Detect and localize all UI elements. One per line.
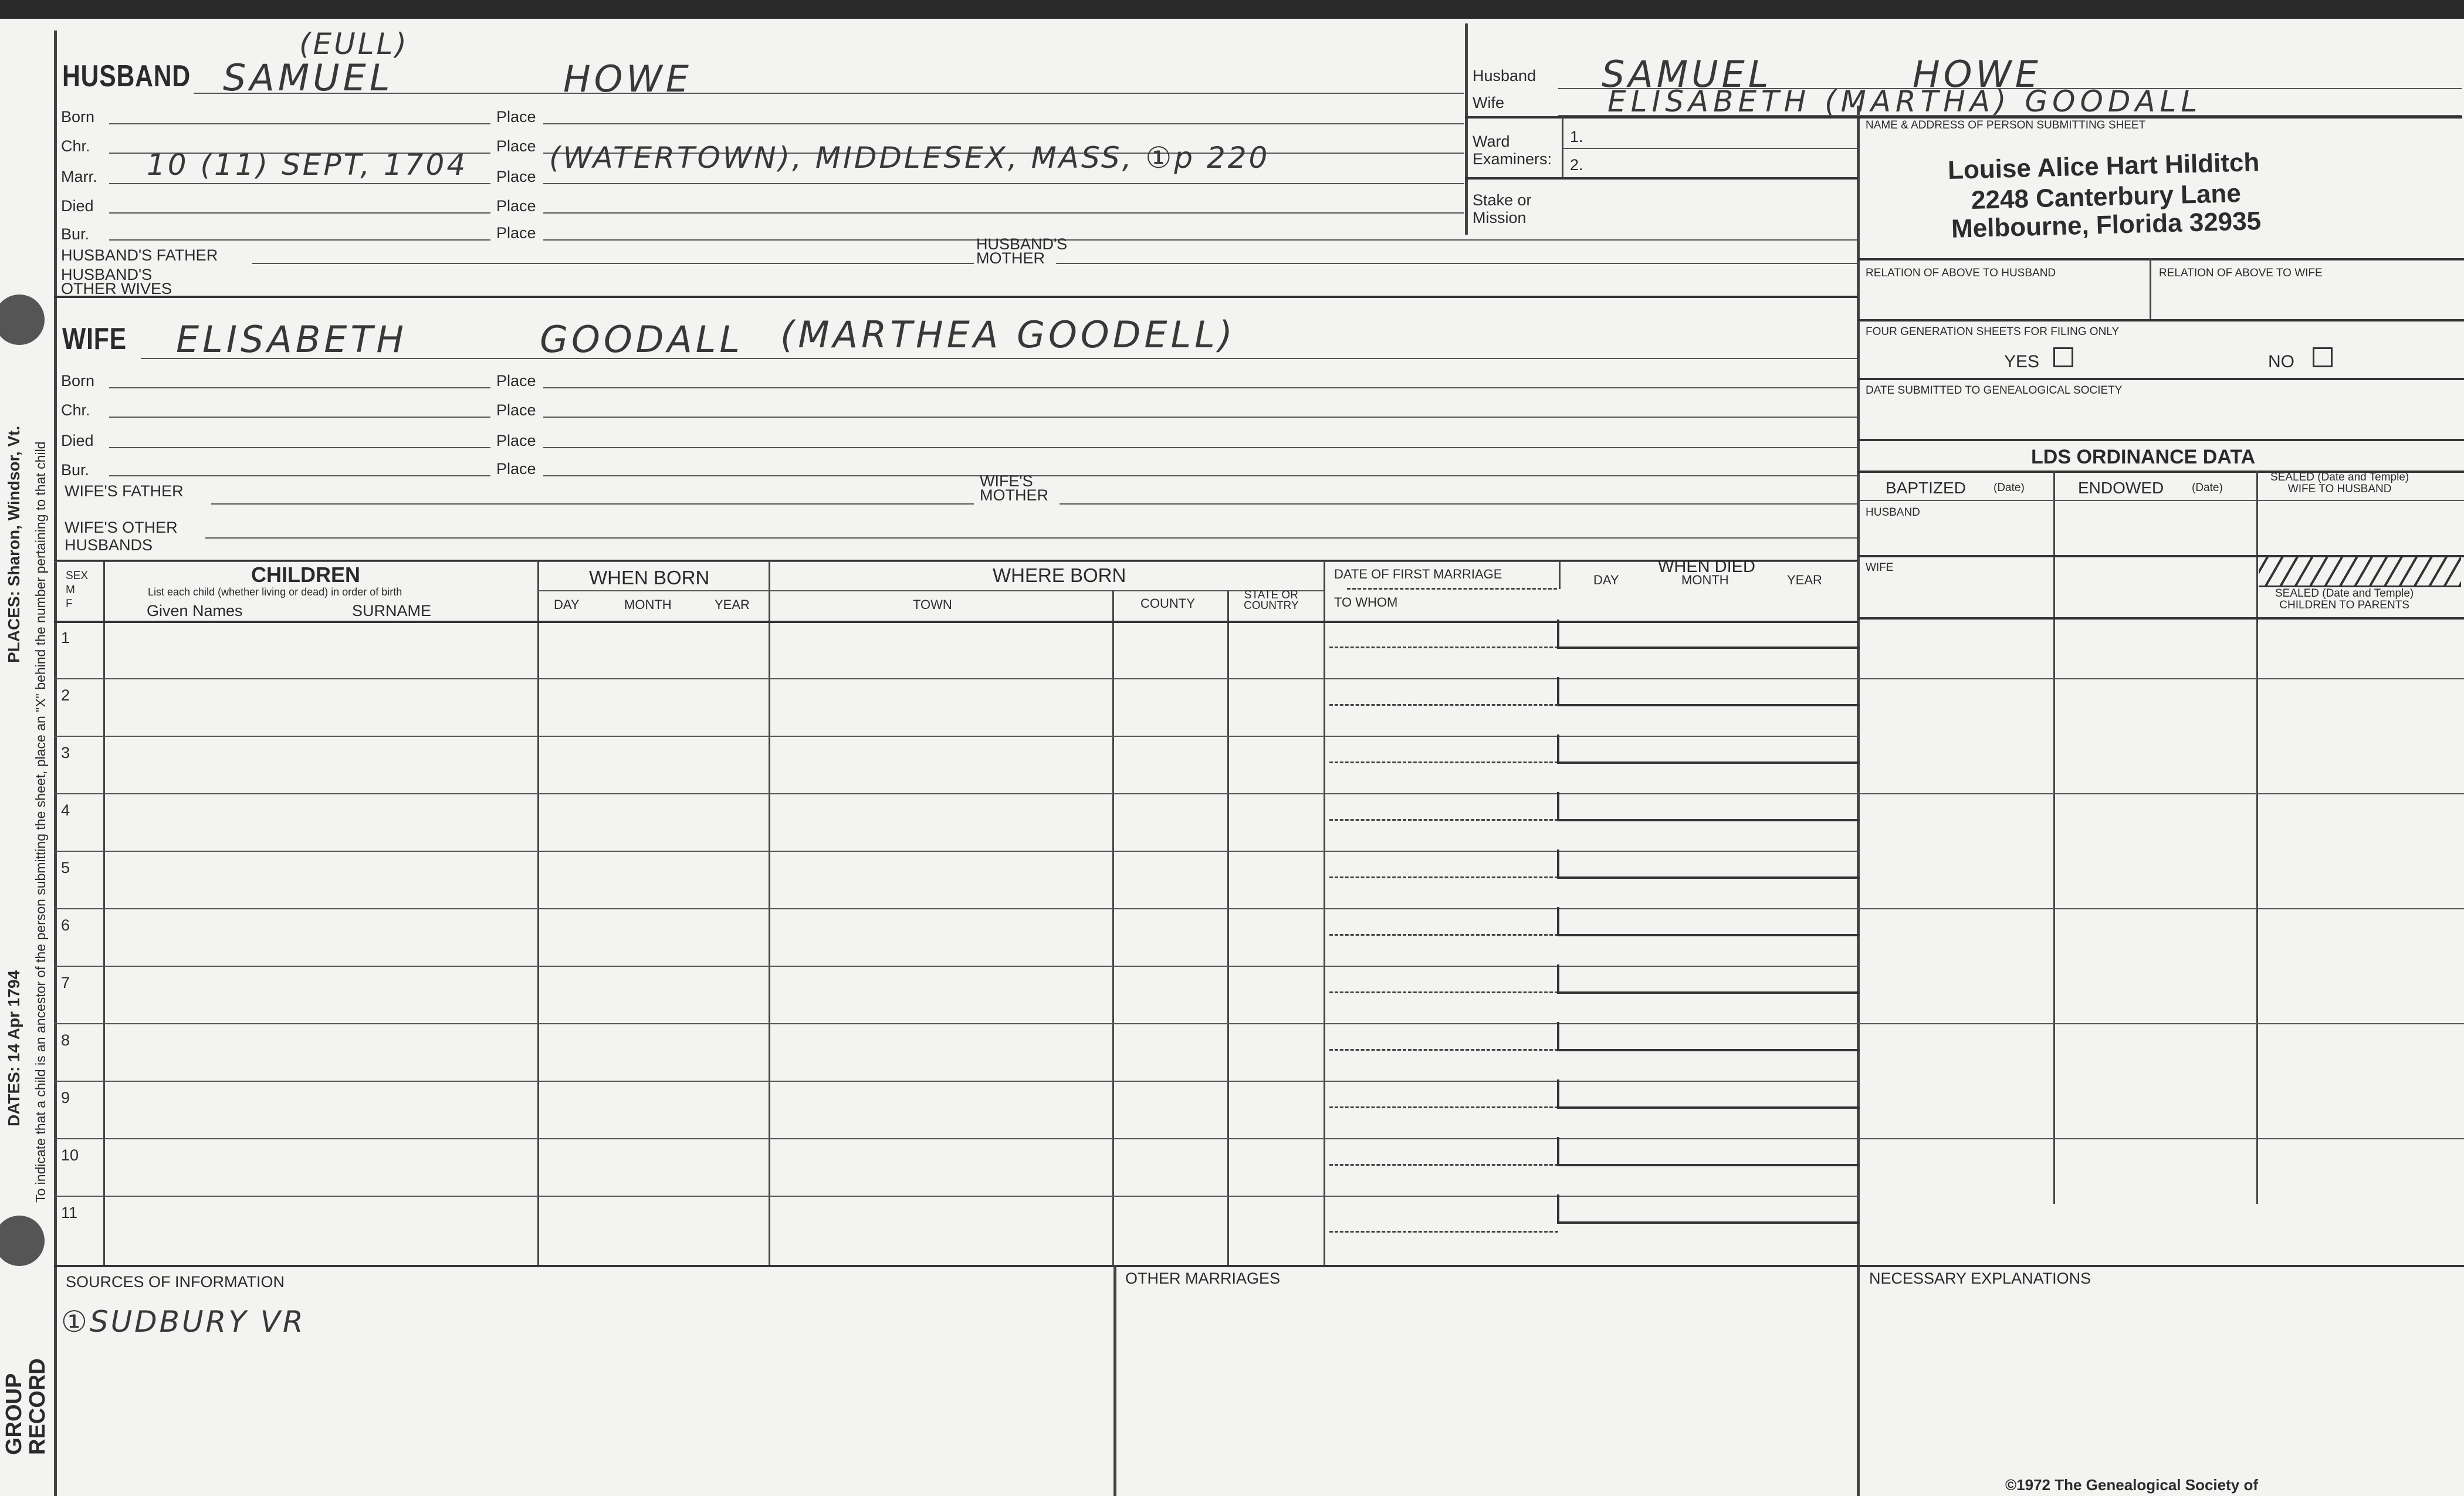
wife-bur-place-line: [543, 475, 1857, 476]
row-marriage-dash: [1329, 704, 1558, 706]
lds-header-bottom: [1858, 500, 2464, 501]
lds-header-end: [1858, 617, 2464, 620]
other-marriages-label: OTHER MARRIAGES: [1125, 1270, 1281, 1287]
header-first-marriage: DATE OF FIRST MARRIAGE: [1334, 567, 1502, 581]
husband-born-line: [109, 123, 490, 124]
submitter-bottom: [1858, 258, 2464, 260]
row-died-box: [1557, 792, 1860, 821]
ward-bottom: [1465, 177, 1858, 180]
lds-endowed-date-label: (Date): [2192, 482, 2223, 494]
husband-chr-label: Chr.: [61, 137, 90, 155]
lds-rows-grid: [1858, 1138, 2464, 1139]
header-wife-label: Wife: [1473, 94, 1504, 111]
row-marriage-dash: [1329, 647, 1558, 648]
header-husband-surname: HOWE: [1913, 53, 2042, 96]
header-sex: SEX M F: [66, 570, 89, 610]
copyright-notice: ©1972 The Genealogical Society of: [2005, 1476, 2258, 1494]
header-born-year: YEAR: [715, 597, 750, 612]
row-died-box: [1557, 620, 1860, 649]
four-gen-bottom: [1858, 378, 2464, 380]
row-died-box: [1557, 907, 1860, 936]
header-surname: SURNAME: [352, 602, 432, 620]
row-marriage-dash: [1329, 1231, 1558, 1233]
wife-chr-place-label: Place: [496, 401, 536, 419]
row-number: 7: [61, 974, 70, 991]
husband-born-label: Born: [61, 108, 95, 126]
header-wife-value: ELISABETH (MARTHA) GOODALL: [1607, 84, 2202, 119]
date-submitted-label: DATE SUBMITTED TO GENEALOGICAL SOCIETY: [1866, 384, 2123, 397]
table-bottom: [54, 1265, 2464, 1267]
header-box-divider: [1465, 116, 2462, 119]
row-marriage-dash: [1329, 761, 1558, 763]
wife-chr-label: Chr.: [61, 401, 90, 419]
col-marriage: [1559, 561, 1561, 589]
row-died-box: [1557, 964, 1860, 994]
examiner-2: 2.: [1570, 156, 1583, 174]
wife-surname: GOODALL: [540, 318, 743, 361]
col-where-born: [1324, 561, 1325, 1265]
stake-label: Stake or Mission: [1473, 191, 1532, 226]
row-number: 4: [61, 801, 70, 819]
lds-endowed-label: ENDOWED: [2078, 479, 2164, 497]
sources-label: SOURCES OF INFORMATION: [66, 1273, 285, 1291]
wife-alt-name: (MARTHEA GOODELL): [780, 313, 1236, 356]
header-where-born: WHERE BORN: [993, 564, 1126, 586]
wife-mother-line: [1060, 503, 1857, 505]
husband-born-place-line: [543, 123, 1464, 124]
header-husband-given: SAMUEL: [1602, 53, 1772, 96]
wife-bur-place-label: Place: [496, 460, 536, 478]
row-number: 11: [61, 1204, 78, 1221]
husband-surname: HOWE: [563, 57, 692, 100]
examiner-1: 1.: [1570, 128, 1583, 145]
submitter-name: Louise Alice Hart Hilditch: [1947, 148, 2260, 185]
header-when-born: WHEN BORN: [589, 567, 710, 588]
row-died-box: [1557, 677, 1860, 706]
husband-marr-place-label: Place: [496, 168, 536, 185]
col-county: [1227, 591, 1229, 1265]
wife-mother-label: WIFE'S MOTHER: [980, 472, 1048, 504]
lds-col-1: [2053, 471, 2055, 1204]
frame-divider-top: [1465, 23, 1468, 235]
husband-died-label: Died: [61, 197, 94, 215]
husband-bur-label: Bur.: [61, 225, 90, 243]
husband-marr-line: [109, 183, 490, 184]
yes-label: YES: [2004, 352, 2040, 371]
husband-marr-date: 10 (11) SEPT, 1704: [147, 148, 468, 182]
punch-hole-top: [0, 295, 45, 345]
husband-heading: HUSBAND: [62, 59, 191, 93]
husband-bur-place-label: Place: [496, 224, 536, 242]
husband-bur-line: [109, 239, 490, 241]
lds-husband-row-label: HUSBAND: [1866, 506, 1920, 519]
wife-bur-label: Bur.: [61, 461, 90, 479]
lds-rows-grid: [1858, 908, 2464, 909]
wife-father-line: [211, 503, 974, 505]
punch-hole-bottom: [0, 1216, 45, 1266]
row-died-box: [1557, 1194, 1860, 1224]
ward-divider: [1562, 116, 1563, 177]
row-died-box: [1557, 849, 1860, 879]
lds-title: LDS ORDINANCE DATA: [2031, 446, 2256, 468]
row-number: 6: [61, 916, 70, 934]
form-title-group-record: GROUP RECORD: [2, 1358, 50, 1455]
husband-marr-place-line: [543, 183, 1464, 184]
wife-born-place-line: [543, 387, 1857, 388]
header-died-day: DAY: [1593, 573, 1619, 587]
row-number: 9: [61, 1089, 70, 1106]
row-number: 5: [61, 859, 70, 876]
husband-mother-label: HUSBAND'S MOTHER: [976, 235, 1068, 267]
row-marriage-dash: [1329, 819, 1558, 821]
husband-died-place-line: [543, 212, 1464, 214]
col-sex: [103, 561, 105, 1265]
submitter-label: NAME & ADDRESS OF PERSON SUBMITTING SHEET: [1866, 119, 2146, 131]
header-when-died: WHEN DIED: [1658, 557, 1755, 576]
bottom-divider-1: [1113, 1265, 1116, 1496]
lds-sealed-wife-label: SEALED (Date and Temple) WIFE TO HUSBAND: [2270, 471, 2409, 495]
submitter-city: Melbourne, Florida 32935: [1951, 207, 2262, 243]
four-gen-label: FOUR GENERATION SHEETS FOR FILING ONLY: [1866, 326, 2120, 338]
wife-given-name: ELISABETH: [176, 318, 407, 361]
lds-baptized-date-label: (Date): [1993, 482, 2025, 494]
wife-chr-place-line: [543, 417, 1857, 418]
row-marriage-dash: [1329, 876, 1558, 878]
husband-marr-place: (WATERTOWN), MIDDLESEX, MASS, ①p 220: [549, 141, 1270, 175]
row-marriage-dash: [1329, 1164, 1558, 1166]
header-born-day: DAY: [554, 597, 580, 612]
row-number: 10: [61, 1146, 79, 1164]
wife-bur-line: [109, 475, 490, 476]
husband-section-bottom: [54, 296, 1858, 298]
wife-other-husbands-line: [205, 537, 1857, 539]
wife-born-place-label: Place: [496, 372, 536, 390]
row-marriage-dash: [1329, 934, 1558, 936]
header-county: COUNTY: [1140, 596, 1195, 611]
side-instruction: To indicate that a child is an ancestor of the person submitting the sheet, place an "X" behind the number pertaining to that child: [33, 441, 48, 1203]
col-when-born: [769, 561, 770, 1265]
husband-died-line: [109, 212, 490, 214]
ward-examiners-label: Ward Examiners:: [1473, 133, 1552, 168]
lds-rows-grid: [1858, 678, 2464, 679]
header-state: STATE OR COUNTRY: [1244, 589, 1299, 612]
row-died-box: [1557, 1079, 1860, 1109]
row-marriage-dash: [1329, 1049, 1558, 1051]
date-submitted-bottom: [1858, 439, 2464, 441]
lds-rows-grid: [1858, 1023, 2464, 1024]
col-town: [1112, 591, 1114, 1265]
submitter-street: 2248 Canterbury Lane: [1971, 178, 2242, 215]
header-children-sub: List each child (whether living or dead) in order of birth: [148, 586, 402, 598]
husband-born-place-label: Place: [496, 108, 536, 126]
lds-baptized-label: BAPTIZED: [1886, 479, 1966, 497]
lds-sealed-children-label: SEALED (Date and Temple) CHILDREN TO PARENTS: [2275, 587, 2414, 611]
wife-born-label: Born: [61, 372, 95, 390]
scan-top-edge: [0, 0, 2464, 19]
wife-heading: WIFE: [62, 322, 127, 356]
row-number: 3: [61, 744, 70, 761]
frame-left: [54, 31, 57, 1496]
husband-bur-place-line: [543, 239, 1857, 241]
husband-marr-label: Marr.: [61, 168, 97, 185]
header-marriage-dash: [1347, 588, 1557, 590]
row-marriage-dash: [1329, 991, 1558, 993]
wife-other-husbands-label: WIFE'S OTHER HUSBANDS: [65, 519, 178, 554]
lds-wife-row-label: WIFE: [1866, 561, 1894, 574]
relation-bottom: [1858, 319, 2464, 321]
husband-father-line: [252, 263, 974, 264]
husband-given-name: SAMUEL: [223, 56, 394, 99]
lds-sealed-hatch: [2259, 555, 2461, 587]
sources-value: ①SUDBURY VR: [61, 1305, 306, 1339]
row-number: 8: [61, 1031, 70, 1049]
header-given-names: Given Names: [147, 602, 243, 620]
row-marriage-dash: [1329, 1106, 1558, 1108]
husband-name-note: (EULL): [299, 27, 409, 61]
wife-father-label: WIFE'S FATHER: [65, 482, 184, 500]
when-born-sub-line: [537, 590, 1324, 591]
side-dates: DATES: 14 Apr 1794: [5, 970, 23, 1126]
husband-chr-place-label: Place: [496, 137, 536, 155]
side-places: PLACES: Sharon, Windsor, Vt.: [5, 425, 23, 663]
wife-died-place-line: [543, 447, 1857, 448]
lds-rows-grid: [1858, 793, 2464, 794]
relation-wife-label: RELATION OF ABOVE TO WIFE: [2159, 267, 2323, 279]
husband-mother-line: [1056, 263, 1857, 264]
row-number: 1: [61, 629, 70, 647]
no-label: NO: [2268, 352, 2294, 371]
header-town: TOWN: [913, 597, 952, 612]
wife-died-line: [109, 447, 490, 448]
row-number: 2: [61, 686, 70, 704]
necessary-explanations-label: NECESSARY EXPLANATIONS: [1869, 1270, 2091, 1287]
header-children: CHILDREN: [251, 563, 360, 587]
yes-checkbox[interactable]: [2053, 347, 2073, 367]
examiner-1-line: [1563, 148, 1857, 149]
header-husband-label: Husband: [1473, 67, 1536, 84]
wife-born-line: [109, 387, 490, 388]
row-died-box: [1557, 735, 1860, 764]
no-checkbox[interactable]: [2313, 347, 2333, 367]
lds-col-2: [2256, 471, 2258, 1204]
husband-other-wives-label: HUSBAND'S OTHER WIVES: [61, 266, 172, 297]
relation-husband-label: RELATION OF ABOVE TO HUSBAND: [1866, 267, 2056, 279]
header-died-year: YEAR: [1787, 573, 1822, 587]
row-died-box: [1557, 1137, 1860, 1166]
relation-divider: [2150, 258, 2151, 319]
wife-died-place-label: Place: [496, 432, 536, 449]
husband-father-label: HUSBAND'S FATHER: [61, 246, 218, 264]
header-to-whom: TO WHOM: [1334, 595, 1398, 610]
col-children: [537, 561, 539, 1265]
header-born-month: MONTH: [624, 597, 672, 612]
row-died-box: [1557, 1022, 1860, 1051]
header-died-month: MONTH: [1681, 573, 1729, 587]
wife-chr-line: [109, 417, 490, 418]
wife-died-label: Died: [61, 432, 94, 449]
husband-died-place-label: Place: [496, 197, 536, 215]
table-header-top-line: [54, 561, 1858, 562]
